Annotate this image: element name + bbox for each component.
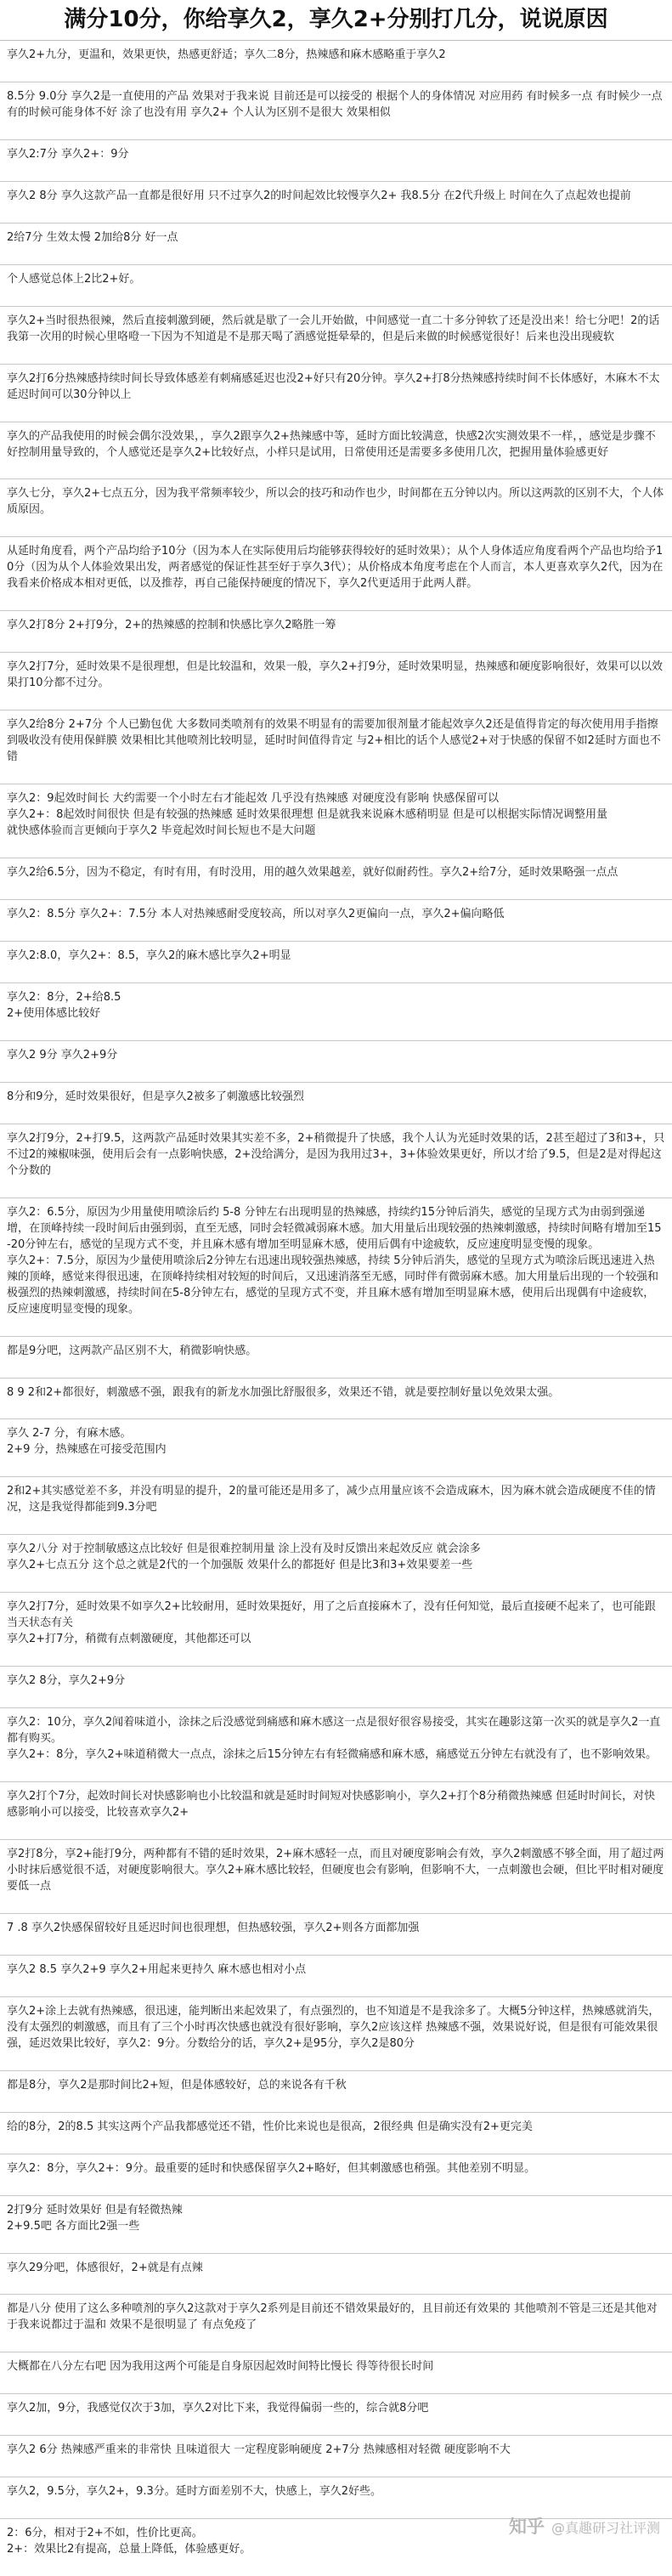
comment-text: 享久2 8.5 享久2+9 享久2+用起来更持久 麻木感也相对小点 (7, 1962, 307, 1976)
page-title: 满分10分，你给享久2，享久2+分别打几分，说说原因 (0, 0, 672, 41)
comment-text: 8 9 2和2+都很好，刺激感不强，跟我有的新龙水加强比舒服很多，效果还不错，就是要控制好量以免效果太强。 (7, 1385, 560, 1399)
comment-text: 享久2：8分，享久2+：9分。最重要的延时和快感保留享久2+略好，但其刺激感也稍强。其他差别不明显。 (7, 2161, 536, 2175)
comment-item (0, 1997, 672, 2071)
comment-list (0, 41, 672, 2576)
comment-text: 享久2八分 对于控制敏感这点比较好 但是很难控制用量 涂上没有及时反馈出来起效反应 就会涂多 (7, 1543, 481, 1556)
comment-text: 享久 2-7 分，有麻木感。 (7, 1427, 132, 1441)
comment-text: 2+9.5吧 各方面比2强一些 (7, 2219, 140, 2233)
comment-text: 享久2+：8起效时间很快 但是有较强的热辣感 延时效果很理想 但是就我来说麻木感稍明显 但是可以根据实际情况调整用量 (7, 808, 607, 822)
comment-text: 享久2打7分，延时效果不如享久2+比较耐用，延时效果挺好，用了之后直接麻木了，没有任何知觉，最后直接硬不起来了，也可能跟当天状态有关 (7, 1600, 656, 1630)
comment-text: 享久2+九分，更温和，效果更快，热感更舒适；享久二8分，热辣感和麻木感略重于享久2 (7, 48, 446, 61)
comment-item (0, 983, 672, 1041)
watermark (509, 2513, 660, 2539)
comment-item (0, 2352, 672, 2394)
comment-text: 享久2+：8分，享久2+味道稍微大一点点，涂抹之后15分钟左右有轻微痛感和麻木感，痛感觉五分钟左右就没有了，也不影响效果。 (7, 1748, 658, 1762)
comment-item (0, 1477, 672, 1535)
comment-text: 享久2：9起效时间长 大约需要一个小时左右才能起效 几乎没有热辣感 对硬度没有影响 快感保留可以 (7, 792, 500, 806)
comment-text: 2给7分 生效太慢 2加给8分 好一点 (7, 230, 178, 244)
watermark-logo: 知乎 (508, 2517, 545, 2537)
comment-item (0, 1667, 672, 1708)
comment-item (0, 2394, 672, 2436)
comment-text: 享久29分吧，体感很好，2+就是有点辣 (7, 2261, 203, 2274)
comment-item (0, 2196, 672, 2254)
comment-item (0, 1083, 672, 1124)
comment-text: 享久2，9.5分，享久2+，9.3分。延时方面差别不大，快感上，享久2好些。 (7, 2485, 382, 2499)
comment-item (0, 182, 672, 224)
comment-text: 享久2打7分，延时效果不是很理想，但是比较温和，效果一般，享久2+打9分，延时效果明显，热辣感和硬度影响很好，效果可以以效果打10分都不过分。 (7, 660, 663, 690)
comment-item (0, 140, 672, 182)
comment-text: 2+使用体感比较好 (7, 1006, 101, 1020)
comment-text: 给的8分，2的8.5 其实这两个产品我都感觉还不错，性价比来说也是很高，2很经典 但是确实没有2+更完美 (7, 2120, 533, 2133)
comment-item (0, 942, 672, 983)
comment-item (0, 2295, 672, 2352)
comment-text: 享久2 8分，享久2+9分 (7, 1674, 126, 1688)
comment-text: 享久2+七点五分 这个总之就是2代的一个加强版 效果什么的都挺好 但是比3和3+效果要差一些 (7, 1559, 473, 1572)
comment-text: 2+9 分，热辣感在可接受范围内 (7, 1443, 167, 1457)
comment-text: 2打9分 延时效果好 但是有轻微热辣 (7, 2203, 183, 2216)
comment-item (0, 224, 672, 265)
comment-item (0, 1379, 672, 1420)
comment-item (0, 1124, 672, 1198)
comment-text: 从延时角度看，两个产品均给予10分（因为本人在实际使用后均能够获得较好的延时效果）；从个人身体适应角度看两个产品也均给予10分（因为从个人体验效果出发，两者感觉的保证性甚至好于享久3代）；从价格成本角度考虑在个人而言，本人更喜欢享久2代，因为在我看来价格成本相对更低，以及推荐，再自己能保持硬度的情况下，享久2代更适用于此两人群。 (7, 545, 664, 591)
comment-text: 享久2：6.5分，原因为少用量使用喷涂后约 5-8 分钟左右出现明显的热辣感，持续约15分钟后消失，感觉的呈现方式为由弱到强递增，在顶峰持续一段时间后由强到弱，直至无感，同时会轻微减弱麻木感。加大用量后出现较强的热辣刺激感，持续时间略有增加至15-20分钟左右，感觉的呈现方式不变，并且麻木感有增加至明显麻木感，使用后偶有中途疲软，反应速度明显变慢的现象。 (7, 1205, 662, 1251)
comment-item (0, 422, 672, 480)
comment-item (0, 2154, 672, 2196)
comment-text: 享久2：10分，享久2闻着味道小，涂抹之后没感觉到痛感和麻木感这一点是很好很容易接受，其实在趣影这第一次买的就是享久2一直都有购买。 (7, 1716, 661, 1746)
comment-text: 享久2给8分 2+7分 个人已勤包优 大多数同类喷剂有的效果不明显有的需要加很剂量才能起效享久2还是值得肯定的每次使用用手指擦到吸收没有使用保鲜膜 效果相比其他喷剂比较明显，延时时间值得肯定 与2+相比的话个人感觉2+对于快感的保留不如2延时方面也不错 (7, 718, 661, 764)
comment-text: 2和2+其实感觉差不多，并没有明显的提升，2的量可能还是用多了，减少点用量应该不会造成麻木，因为麻木就会造成硬度不佳的情况，这是我觉得都能到9.3分吧 (7, 1485, 656, 1514)
comment-text: 享久2给6.5分，因为不稳定，有时有用，有时没用，用的越久效果越差，就好似耐药性。享久2+给7分，延时效果略强一点点 (7, 866, 618, 880)
comment-text: 享久2+当时很热很辣，然后直接刺激到硬，然后就是歇了一会儿开始做，中间感觉一直二十多分钟软了还是没出来！给七分吧！2的话我第一次用的时候心里咯噔一下因为不知道是不是那天喝了酒感觉挺晕晕的，但是后来做的时候感觉很好！后来也没出现疲软 (7, 314, 660, 343)
comment-item (0, 2436, 672, 2477)
comment-text: 个人感觉总体上2比2+好。 (7, 272, 141, 286)
comment-item (0, 711, 672, 784)
comment-item (0, 1041, 672, 1083)
comment-item (0, 611, 672, 653)
comment-item (0, 1708, 672, 1782)
comment-item (0, 307, 672, 365)
comment-text: 都是八分 使用了这么多种喷剂的享久2这款对于享久2系列是目前还不错效果最好的，且目前还有效果的 其他喷剂不管是三还是其他对于我来说都过于温和 效果不是很明显了 有点免疫了 (7, 2302, 658, 2332)
comment-item (0, 1782, 672, 1840)
comment-text: 8分和9分，延时效果很好，但是享久2被多了刺激感比较强烈 (7, 1090, 304, 1103)
comment-item (0, 479, 672, 537)
comment-text: 享久2+：7.5分，原因为少量使用喷涂后2分钟左右迅速出现较强热辣感，持续 5分钟后消失，感觉的呈现方式为喷涂后既迅速进入热辣的顶峰，感觉来得很迅速，在顶峰持续相对较短的时间后，又迅速消落至无感，同时伴有微弱麻木感。加大用量后出现的一个较强和极强烈的热辣刺激感，持续时间在5-8分钟左右，感觉的呈现方式不变，并且麻木感有增加至明显麻木感，使用后出现偶有中途疲软，反应速度明显变慢的现象。 (7, 1254, 659, 1316)
comment-text: 享久2 8分 享久这款产品一直都是很好用 只不过享久2的时间起效比较慢享久2+ 我8.5分 在2代升级上 时间在久了点起效也提前 (7, 189, 631, 202)
comment-item (0, 1198, 672, 1337)
comment-text: 享久2+涂上去就有热辣感，很迅速，能判断出来起效果了，有点强烈的，也不知道是不是我涂多了。大概5分钟这样，热辣感就消失，没有太强烈的刺激感，而且有了三个小时再次快感也就没有很好影响，享久2应该这样 热辣感不强，效果说好说，但是很有可能效果很强，延迟效果比较好，享久2：9分。分数给分的话，享久2+是95分，享久2是80分 (7, 2004, 660, 2050)
comment-text: 享久2打9分，2+打9.5，这两款产品延时效果其实差不多，2+稍微提升了快感，我个人认为光延时效果的话，2甚至超过了3和3+，只不过2的辣椒味强，使用后会有一点影响快感，2+没给满分，是因为我用过3+，3+体验效果更好，所以才给了9.5，但是2是对得起这个分数的 (7, 1131, 665, 1177)
comment-text: 享久的产品我使用的时候会偶尔没效果，，享久2跟享久2+热辣感中等，延时方面比较满意，快感2次实测效果不一样，，感觉是步骤不好控制用量导致的，个人感觉还是享久2+比较好点，小样只是试用，日常使用还是需要多多使用几次，把握用量体验感更好 (7, 429, 656, 459)
comment-text: 大概都在八分左右吧 因为我用这两个可能是自身原因起效时间特比慢长 得等待很长时间 (7, 2360, 434, 2374)
comment-item (0, 365, 672, 422)
comment-text: 享久2打8分 2+打9分，2+的热辣感的控制和快感比享久2略胜一筹 (7, 619, 336, 632)
comment-text: 都是8分，享久2是那时间比2+短，但是体感较好，总的来说各有千秋 (7, 2078, 347, 2092)
comment-text: 享久2：8.5分 享久2+：7.5分 本人对热辣感耐受度较高，所以对享久2更偏向一点，享久2+偏向略低 (7, 908, 505, 920)
comment-item (0, 537, 672, 611)
watermark-handle: @真趣研习社评测 (551, 2520, 660, 2536)
comment-item (0, 2113, 672, 2154)
comment-item (0, 1337, 672, 1379)
comment-item (0, 2254, 672, 2296)
comment-item (0, 900, 672, 942)
comment-text: 享2打8分，享2+能打9分，两种都有不错的延时效果，2+麻木感轻一点，而且对硬度影响会有效，享久2刺激感不够全面，用了超过两小时抹后感觉很不适，对硬度影响很大。享久2+麻木感比较轻，但硬度也会有影响，但影响不大，一点刺激也会硬，但比平时相对硬度要低一点 (7, 1848, 664, 1893)
comment-item (0, 1914, 672, 1956)
comment-text: 2+：效果比2有提高，总量上降低，体验感更好。 (7, 2543, 251, 2556)
comment-item (0, 1419, 672, 1477)
comment-text: 就快感体验而言更倾向于享久2 毕竟起效时间长短也不是大问题 (7, 824, 316, 838)
comment-item (0, 858, 672, 900)
comment-text: 享久七分，享久2+七点五分，因为我平常频率较少，所以会的技巧和动作也少，时间都在五分钟以内。所以这两款的区别不大，个人体质原因。 (7, 487, 664, 517)
comment-item (0, 41, 672, 82)
comment-text: 都是9分吧，这两款产品区别不大，稍微影响快感。 (7, 1344, 257, 1357)
comment-text: 享久2+打7分，稍微有点刺激硬度，其他都还可以 (7, 1633, 251, 1646)
comment-item (0, 1840, 672, 1914)
comment-item (0, 1593, 672, 1667)
comment-item (0, 653, 672, 711)
comment-text: 8.5分 9.0分 享久2是一直使用的产品 效果对于我来说 目前还是可以接受的 根据个人的身体情况 对应用药 有时候多一点 有时候少一点 有的时候可能身体不好 涂了也没有用 享久2+ 个人认为区别不是很大 效果相似 (7, 89, 663, 119)
comment-text: 享久2加，9分，我感觉仅次于3加，享久2对比下来，我觉得偏弱一些的，综合就8分吧 (7, 2402, 429, 2415)
comment-text: 享久2打6分热辣感持续时间长导致体感差有刺痛感延迟也没2+好只有20分钟。享久2+打8分热辣感持续时间不长体感好，木麻木不太延迟时间可以30分钟以上 (7, 371, 660, 401)
comment-item (0, 2071, 672, 2113)
comment-item (0, 784, 672, 858)
comment-item (0, 265, 672, 307)
comment-text: 享久2 6分 热辣感严重来的非常快 且味道很大 一定程度影响硬度 2+7分 热辣感相对轻微 硬度影响不大 (7, 2443, 511, 2457)
comment-text: 享久2 9分 享久2+9分 (7, 1048, 118, 1062)
comment-text: 享久2：8分，2+给8.5 (7, 990, 121, 1004)
comment-text: 2：6分，相对于2+不如，性价比更高。 (7, 2527, 203, 2540)
comment-text: 享久2:8.0，享久2+：8.5，享久2的麻木感比享久2+明显 (7, 948, 291, 962)
comment-text: 享久2打个7分，起效时间长对快感影响也小比较温和就是延时时间短对快感影响小，享久2+打个8分稍微热辣感 但延时时间长，对快感影响小可以接受，比较喜欢享久2+ (7, 1790, 656, 1820)
comment-item (0, 1535, 672, 1593)
comment-item (0, 1956, 672, 1997)
comment-text: 7 .8 享久2快感保留较好且延迟时间也很理想，但热感较强，享久2+则各方面都加强 (7, 1921, 420, 1934)
comment-item (0, 82, 672, 140)
comment-text: 享久2:7分 享久2+：9分 (7, 147, 129, 161)
